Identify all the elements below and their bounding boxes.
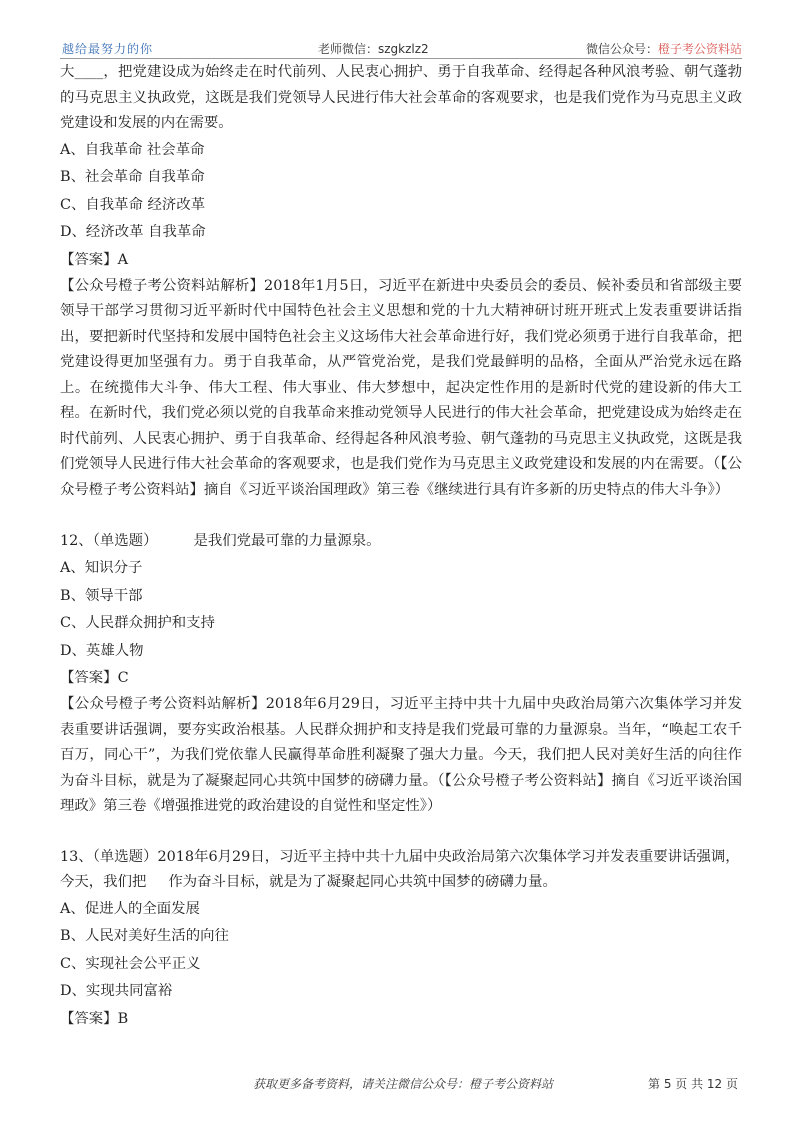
q13-option-b: B、人民对美好生活的向往 (60, 928, 229, 944)
q12-option-d: D、英雄人物 (60, 642, 144, 659)
footer-page-number: 第 5 页 共 12 页 (648, 1077, 738, 1091)
q13-stem-before: 今天，我们把 (60, 874, 147, 890)
page-header (0, 0, 800, 58)
header-divider (60, 58, 742, 59)
page-content (60, 60, 742, 1033)
q11-stem-continuation: 大____，把党建设成为始终走在时代前列、人民衷心拥护、勇于自我革命、经得起各种风浪考验、朝气蓬勃的马克思主义执政党，这既是我们党领导人民进行伟大社会革命的客观要求，也是我们党作为马克思主义政党建设和发展的内在需要。 (60, 64, 742, 131)
q12-stem (60, 528, 742, 555)
q12-number: 12、（单选题） (60, 533, 158, 549)
header-official-account (586, 40, 742, 57)
q12-stem-text: 是我们党最可靠的力量源泉。 (193, 533, 381, 549)
q13-answer: 【答案】B (60, 1010, 129, 1027)
header-account-label: 微信公众号： (585, 42, 658, 56)
header-slogan: 越给最努力的你 (62, 42, 154, 56)
q12-option-c: C、人民群众拥护和支持 (60, 615, 215, 631)
q11-option-a: A、自我革命 社会革命 (60, 141, 205, 158)
q12-blank (157, 533, 193, 547)
header-teacher-wechat: 老师微信：szgkzlz2 (318, 42, 429, 56)
q12-option-b: B、领导干部 (60, 587, 143, 604)
q13-blank (146, 874, 168, 888)
q12-answer: 【答案】C (60, 670, 129, 686)
spacer (60, 820, 742, 845)
q11-analysis: 【公众号橙子考公资料站解析】2018年1月5日，习近平在新进中央委员会的委员、候补委员和省部级主要领导干部学习贯彻习近平新时代中国特色社会主义思想和党的十九大精神研讨班开班式上发表重要讲话指出，要把新时代坚持和发展中国特色社会主义这场伟大社会革命进行好，我们党必须勇于进行自我革命，把党建设得更加坚强有力。勇于自我革命，从严管党治党，是我们党最鲜明的品格，全面从严治党永远在路上。在统揽伟大斗争、伟大工程、伟大事业、伟大梦想中，起决定性作用的是新时代党的建设新的伟大工程。在新时代，我们党必须以党的自我革命来推动党领导人民进行的伟大社会革命，把党建设成为始终走在时代前列、人民衷心拥护、勇于自我革命、经得起各种风浪考验、朝气蓬勃的马克思主义执政党，这既是我们党领导人民进行伟大社会革命的客观要求，也是我们党作为马克思主义政党建设和发展的内在需要。（【公众号橙子考公资料站】摘自《习近平谈治国理政》第三卷《继续进行具有许多新的历史特点的伟大斗争》） (60, 277, 742, 498)
q13-option-c: C、实现社会公平正义 (60, 955, 201, 972)
q13-option-d: D、实现共同富裕 (60, 983, 173, 999)
spacer (60, 503, 742, 528)
q12-analysis: 【公众号橙子考公资料站解析】2018年6月29日，习近平主持中共十九届中央政治局第六次集体学习并发表重要讲话强调，要夯实政治根基。人民群众拥护和支持是我们党最可靠的力量源泉。当年，“唤起工农千百万，同心干”，为我们党依靠人民赢得革命胜利凝聚了强大力量。今天，我们把人民对美好生活的向往作为奋斗目标，就是为了凝聚起同心共筑中国梦的磅礴力量。（【公众号橙子考公资料站】摘自《习近平谈治国理政》第三卷《增强推进党的政治建设的自觉性和坚定性》） (60, 696, 742, 814)
q13-stem-line2 (60, 870, 742, 896)
header-account-brand: 橙子考公资料站 (657, 42, 742, 56)
q13-option-a: A、促进人的全面发展 (60, 900, 200, 917)
q11-option-c: C、自我革命 经济改革 (60, 196, 206, 213)
footer-notice: 获取更多备考资料，请关注微信公众号：橙子考公资料站 (253, 1077, 554, 1091)
q13-stem-line1: 13、（单选题）2018年6月29日，习近平主持中共十九届中央政治局第六次集体学习并发表重要讲话强调， (60, 848, 740, 865)
q11-option-b: B、社会革命 自我革命 (60, 169, 205, 185)
q11-answer: 【答案】A (60, 251, 128, 268)
q12-option-a: A、知识分子 (60, 560, 143, 576)
q11-option-d: D、经济改革 自我革命 (60, 224, 206, 240)
q13-stem-after: 作为奋斗目标，就是为了凝聚起同心共筑中国梦的磅礴力量。 (168, 874, 557, 890)
